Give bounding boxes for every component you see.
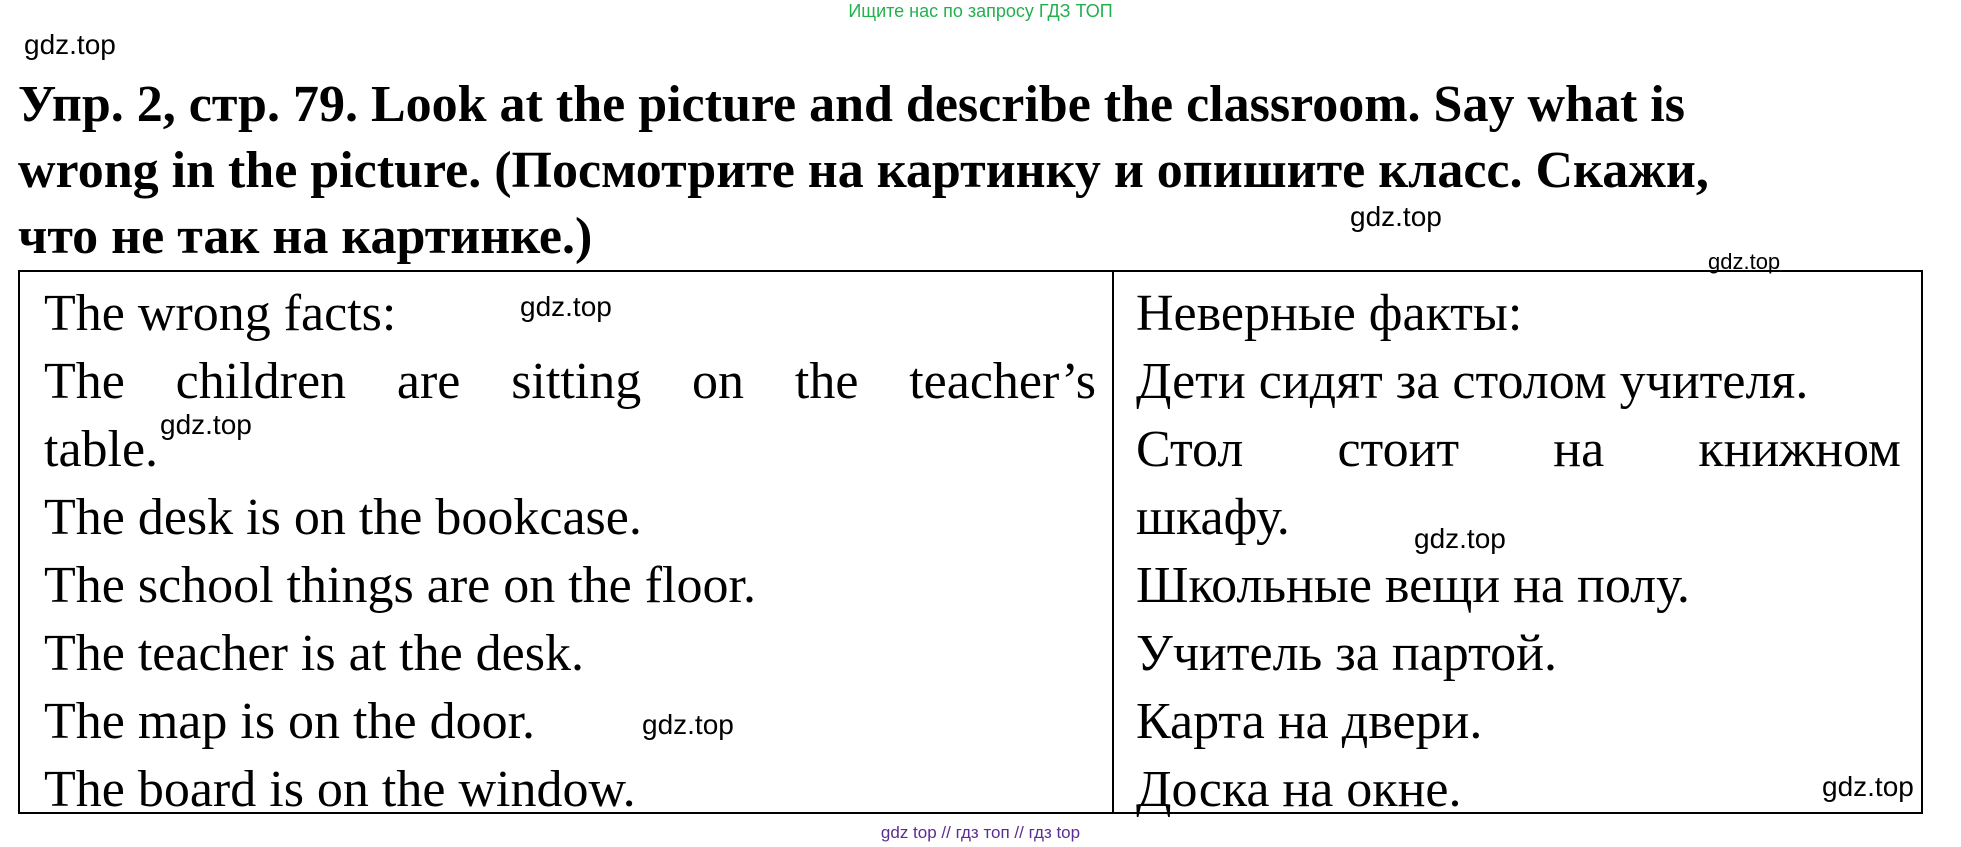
english-fact-6: The board is on the window.	[44, 761, 636, 818]
heading-line-1: Упр. 2, стр. 79. Look at the picture and describe the classroom. Say what is	[18, 76, 1685, 133]
english-fact-1-end: table.	[44, 421, 159, 478]
english-title: The wrong facts:	[44, 285, 397, 342]
heading-line-3: что не так на картинке.)	[18, 208, 593, 265]
word: are	[396, 353, 461, 410]
english-fact-2: The desk is on the bookcase.	[44, 489, 642, 546]
english-fact-5: The map is on the door.	[44, 693, 536, 750]
watermark: gdz.top	[1822, 771, 1914, 802]
russian-fact-1: Дети сидят за столом учителя.	[1136, 353, 1809, 410]
russian-fact-2-end: шкафу.	[1136, 489, 1290, 546]
english-column	[44, 280, 1096, 824]
watermark: gdz.top	[520, 291, 612, 322]
word: the	[794, 353, 859, 410]
word: sitting	[511, 353, 642, 410]
footer-links[interactable]: gdz top // гдз топ // гдз top	[880, 823, 1081, 842]
word: The	[44, 353, 125, 410]
word: on	[692, 353, 745, 410]
facts-table	[18, 270, 1923, 818]
word: children	[175, 353, 347, 410]
russian-fact-4: Учитель за партой.	[1136, 625, 1557, 682]
word: книжном	[1698, 421, 1901, 478]
top-banner-link[interactable]: Ищите нас по запросу ГДЗ ТОП	[848, 1, 1113, 21]
watermark: gdz.top	[24, 29, 116, 60]
russian-fact-2	[1136, 416, 1901, 484]
exercise-heading	[18, 72, 1943, 270]
word: Стол	[1136, 421, 1244, 478]
english-fact-1	[44, 348, 1096, 416]
english-fact-4: The teacher is at the desk.	[44, 625, 584, 682]
english-fact-3: The school things are on the floor.	[44, 557, 756, 614]
column-divider	[1112, 272, 1114, 812]
russian-column	[1136, 280, 1901, 824]
russian-fact-6: Доска на окне.	[1136, 761, 1462, 818]
word: teacher’s	[909, 353, 1096, 410]
watermark: gdz.top	[160, 409, 252, 440]
heading-line-2: wrong in the picture. (Посмотрите на картинку и опишите класс. Скажи,	[18, 142, 1709, 199]
watermark: gdz.top	[1414, 523, 1506, 554]
russian-fact-5: Карта на двери.	[1136, 693, 1483, 750]
russian-title: Неверные факты:	[1136, 285, 1523, 342]
watermark: gdz.top	[642, 709, 734, 740]
watermark: gdz.top	[1350, 201, 1442, 232]
watermark: gdz.top	[1708, 249, 1781, 274]
word: стоит	[1337, 421, 1460, 478]
word: на	[1553, 421, 1605, 478]
russian-fact-3: Школьные вещи на полу.	[1136, 557, 1690, 614]
